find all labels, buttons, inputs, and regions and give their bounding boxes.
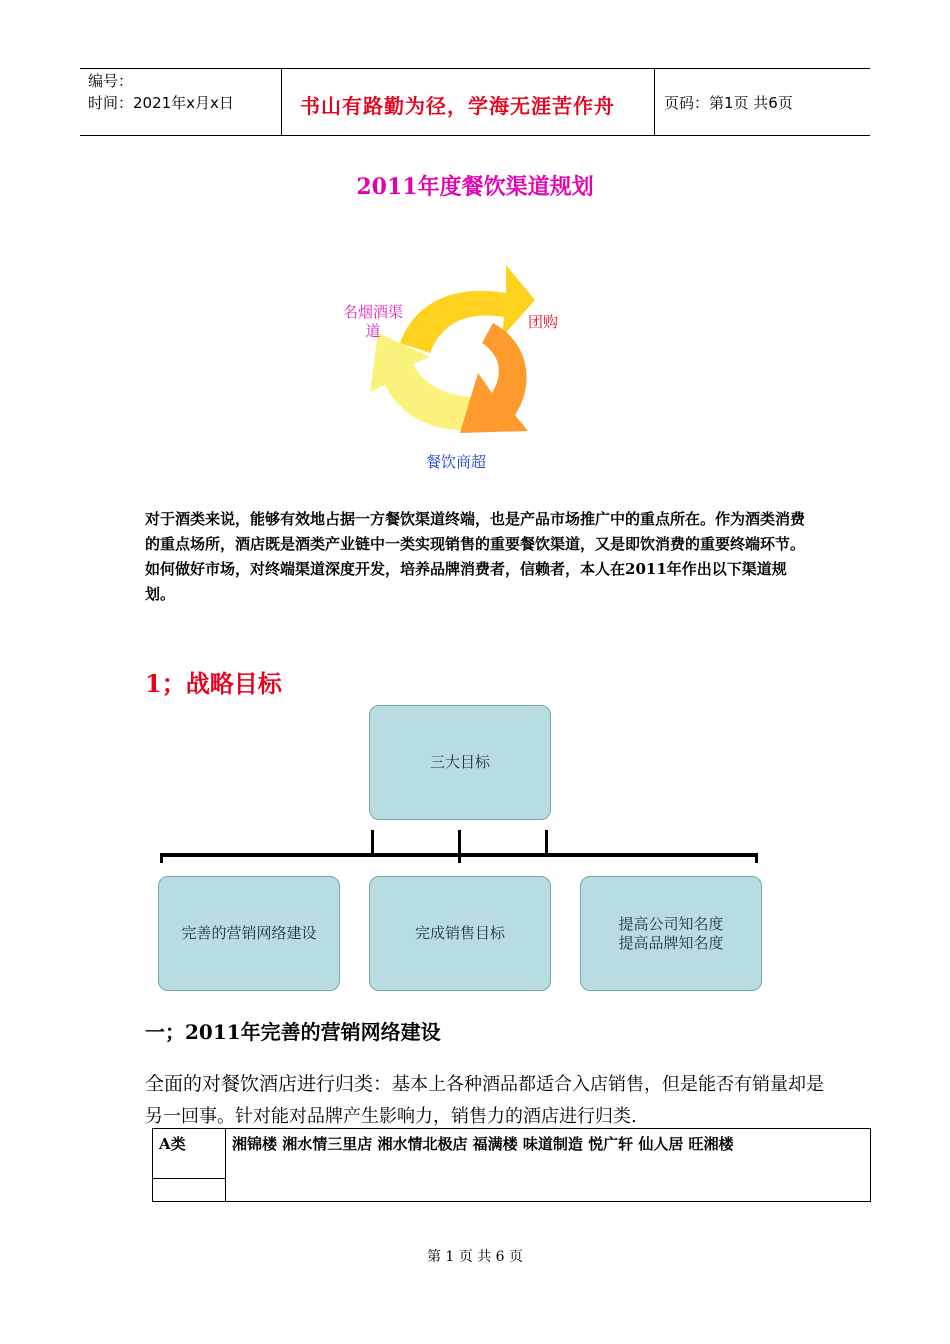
table-row bbox=[153, 1129, 871, 1179]
header-meta bbox=[88, 70, 234, 114]
header-bottom-rule bbox=[80, 135, 870, 136]
header-number-label: 编号： bbox=[88, 72, 134, 90]
org-child-box-sales bbox=[369, 876, 551, 991]
header-page-label: 页码：第1页 共6页 bbox=[664, 94, 793, 112]
subsection-heading-network: 一；2011年完善的营销网络建设 bbox=[145, 1020, 441, 1044]
org-child-label-awareness: 提高公司知名度 提高品牌知名度 bbox=[618, 914, 724, 952]
cycle-arrow-orange bbox=[460, 323, 528, 433]
header-time-label: 时间：2021年x月x日 bbox=[88, 94, 234, 112]
org-child-label-network: 完善的营销网络建设 bbox=[181, 924, 317, 942]
org-connector-tick-1 bbox=[371, 830, 374, 857]
classification-body: 基本上各种酒品都适合入店销售，但是能否有销量却是另一回事。针对能对品牌产生影响力，销售力的酒店进行归类. bbox=[145, 1074, 825, 1127]
section-heading-strategy: 1；战略目标 bbox=[145, 669, 282, 698]
org-connector-right-end bbox=[755, 853, 758, 863]
table-cell-restaurants: 湘锦楼 湘水情三里店 湘水情北极店 福满楼 味道制造 悦广轩 仙人居 旺湘楼 bbox=[226, 1129, 871, 1202]
classification-lead: 全面的对餐饮酒店进行归类： bbox=[145, 1073, 393, 1095]
restaurant-class-table bbox=[152, 1128, 871, 1202]
page-footer: 第 1 页 共 6 页 bbox=[426, 1249, 524, 1265]
cycle-label-mingyanjiu: 名烟酒渠 道 bbox=[342, 303, 403, 340]
org-root-box bbox=[369, 705, 551, 820]
org-child-box-awareness bbox=[580, 876, 762, 991]
header-top-rule bbox=[80, 68, 870, 69]
cycle-label-tuangou: 团购 bbox=[528, 313, 559, 331]
header-divider-left bbox=[281, 68, 282, 136]
classification-paragraph bbox=[145, 1068, 825, 1133]
table-cell-empty bbox=[153, 1179, 226, 1202]
cycle-label-canyin-shangchao: 餐饮商超 bbox=[426, 453, 487, 471]
intro-paragraph: 对于酒类来说，能够有效地占据一方餐饮渠道终端，也是产品市场推广中的重点所在。作为酒类消费的重点场所，酒店既是酒类产业链中一类实现销售的重要餐饮渠道，又是即饮消费的重要终端环节。如何做好市场，对终端渠道深度开发，培养品牌消费者，信赖者，本人在2011年作出以下渠道规划。 bbox=[145, 510, 806, 603]
org-connector-tick-3 bbox=[545, 830, 548, 857]
org-root-label: 三大目标 bbox=[429, 753, 490, 771]
header-divider-right bbox=[654, 68, 655, 136]
org-connector-left-end bbox=[160, 853, 163, 863]
org-child-label-sales: 完成销售目标 bbox=[414, 924, 505, 942]
document-title: 2011年度餐饮渠道规划 bbox=[356, 174, 594, 200]
cycle-arrow-yellow bbox=[400, 265, 535, 353]
org-child-box-network bbox=[158, 876, 340, 991]
org-connector-tick-2 bbox=[458, 830, 461, 863]
table-cell-class-label: A类 bbox=[153, 1129, 226, 1179]
header-motto: 书山有路勤为径，学海无涯苦作舟 bbox=[300, 94, 615, 118]
cycle-diagram bbox=[330, 255, 580, 480]
